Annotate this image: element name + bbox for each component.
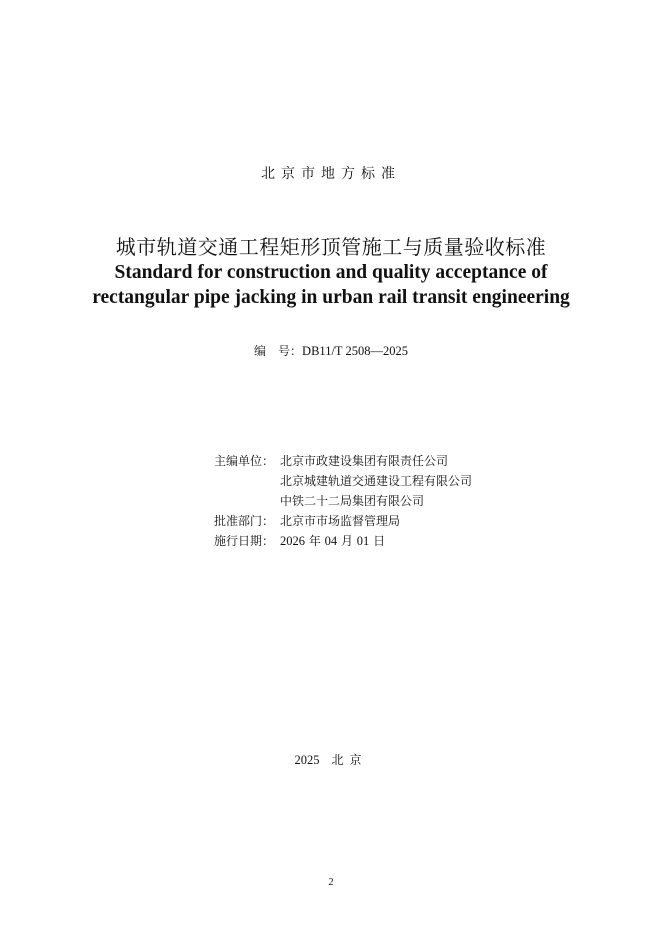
publication-city: 北京 [331, 753, 368, 767]
issuing-authority: 北京市地方标准 [261, 166, 401, 182]
title-chinese: 城市轨道交通工程矩形顶管施工与质量验收标准 [115, 235, 547, 259]
info-label-spacer [214, 491, 280, 511]
page-number: 2 [328, 877, 334, 888]
approval-label: 批准部门： [214, 514, 275, 528]
standard-code [0, 342, 662, 360]
standard-code-label: 编 号： [254, 344, 303, 358]
chief-unit-row [214, 491, 574, 511]
standard-code-value: DB11/T 2508—2025 [302, 344, 408, 358]
effective-date-label: 施行日期： [214, 534, 275, 548]
chief-unit-row [214, 471, 574, 491]
effective-year: 2026 [280, 534, 305, 548]
info-label-spacer [214, 471, 280, 491]
month-unit: 月 [337, 534, 357, 548]
publication-info [214, 451, 574, 551]
publication-footer [0, 750, 662, 769]
effective-date [280, 531, 385, 551]
day-unit: 日 [369, 534, 386, 548]
title-english-line-1: Standard for construction and quality acceptance of [114, 262, 548, 283]
approval-row [214, 511, 574, 531]
chief-unit-1: 北京市政建设集团有限责任公司 [280, 454, 449, 468]
effective-month: 04 [324, 534, 338, 548]
effective-date-row [214, 531, 574, 551]
chief-unit-row [214, 451, 574, 471]
effective-day: 01 [356, 534, 370, 548]
title-english-line-2: rectangular pipe jacking in urban rail transit engineering [92, 287, 570, 308]
year-unit: 年 [305, 534, 325, 548]
chief-unit-3: 中铁二十二局集团有限公司 [280, 494, 425, 508]
approval-department: 北京市市场监督管理局 [280, 514, 401, 528]
chief-unit-2: 北京城建轨道交通建设工程有限公司 [280, 474, 473, 488]
chief-units-label: 主编单位： [214, 454, 275, 468]
publication-year: 2025 [294, 753, 320, 767]
